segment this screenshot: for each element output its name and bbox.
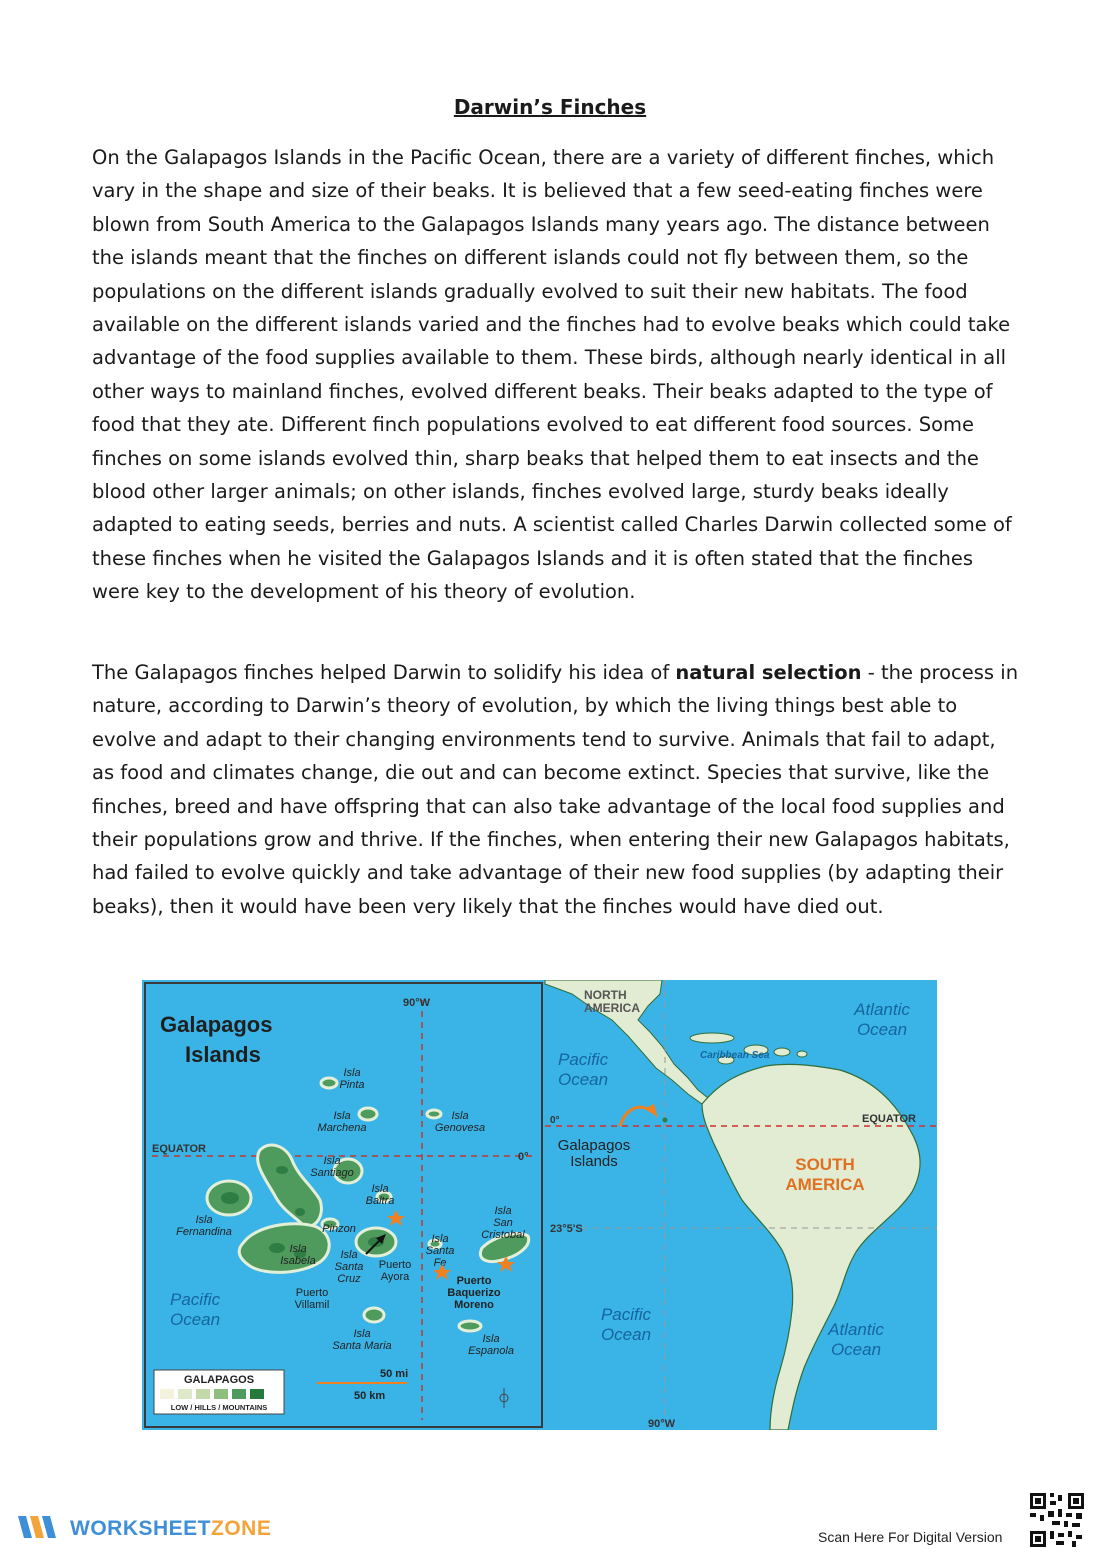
zero-label-left: 0° (518, 1151, 529, 1163)
legend-title: GALAPAGOS (183, 1374, 255, 1386)
galapagos-inset-panel (142, 980, 545, 1430)
label-santiago: Isla Santiago (310, 1155, 354, 1179)
pacific-bottom-label: Pacific Ocean (600, 1305, 652, 1344)
pacific-ocean-left: Pacific Ocean (170, 1290, 221, 1329)
atlantic-top-label: Atlantic Ocean (854, 1000, 910, 1039)
label-marchena: Isla Marchena (317, 1110, 367, 1134)
label-puerto-ayora: Puerto Ayora (378, 1259, 412, 1283)
label-espanola: Isla Espanola (468, 1333, 514, 1357)
latitude-label: 23°5'S (550, 1223, 583, 1235)
label-pinzon: Pinzon (322, 1223, 356, 1235)
galapagos-dot (663, 1118, 668, 1123)
brand-logo[interactable] (16, 1512, 271, 1546)
label-baltra: Isla Baltra (365, 1183, 395, 1207)
map-title-galapagos: Galapagos (160, 1012, 273, 1037)
meridian-label: 90°W (403, 997, 431, 1009)
scale-mi: 50 mi (380, 1368, 409, 1380)
north-america-label: NORTH AMERICA (584, 988, 640, 1015)
paragraph-1: On the Galapagos Islands in the Pacific Ocean, there are a variety of different finches, which vary in the shape and size of their beaks. It is believed that a few seed-eating finches were blown from South America to the Galapagos Islands many years ago. The distance between the islands meant that the finches on different islands could not fly between them, so the populations on the different islands gradually evolved to suit their new habitats. The food available on the different islands varied and the finches had to evolve beaks which could take advantage of the food supplies available to them. These birds, although nearly identical in all other ways to mainland finches, evolved different beaks. Their beaks adapted to the type of food that they ate. Different finch populations evolved to eat different food sources. Some finches on some islands evolved thin, sharp beaks that helped them to eat insects and the blood other larger animals; on other islands, finches evolved large, sturdy beaks ideally adapted to eating seeds, berries and nuts. A scientist called Charles Darwin collected some of these finches when he visited the Galapagos Islands and it is often stated that the finches were key to the development of his theory of evolution. (92, 146, 1012, 604)
scan-caption: Scan Here For Digital Version (818, 1529, 1003, 1545)
label-puerto-villamil: Puerto Villamil (294, 1287, 330, 1311)
atlantic-bottom-label: Atlantic Ocean (828, 1320, 884, 1359)
qr-code-icon[interactable] (1028, 1491, 1086, 1549)
label-isabela: Isla Isabela (280, 1243, 316, 1267)
worksheetzone-logo-icon (16, 1512, 62, 1546)
paragraph-2 (92, 656, 1022, 923)
continent-panel (545, 980, 937, 1430)
equator-label-right: EQUATOR (862, 1113, 916, 1125)
meridian-label-bottom: 90°W (648, 1418, 676, 1430)
elevation-legend (154, 1370, 284, 1414)
brand-name: WORKSHEETZONE (70, 1517, 272, 1540)
equator-label-left: EQUATOR (152, 1143, 206, 1155)
scale-km: 50 km (354, 1390, 386, 1402)
paragraph-2-start: The Galapagos finches helped Darwin to solidify his idea of (92, 661, 676, 684)
label-san-cristobal: Isla San Cristobal (481, 1205, 525, 1241)
document-title: Darwin’s Finches (453, 95, 647, 119)
pacific-top-label: Pacific Ocean (558, 1050, 609, 1089)
label-puerto-baquerizo: Puerto Baquerizo Moreno (447, 1275, 501, 1311)
legend-caption: LOW / HILLS / MOUNTAINS (170, 1403, 268, 1412)
natural-selection-term: natural selection (675, 661, 862, 684)
label-fernandina: Isla Fernandina (176, 1214, 232, 1238)
map-title-islands: Islands (185, 1042, 261, 1067)
paragraph-2-end: - the process in nature, according to Darwin’s theory of evolution, by which the living things best able to evolve and adapt to their changing environments tend to survive. Animals that fail to adapt, as food and climates change, die out and can become extinct. Species that survive, like the finches, breed and have offspring that can also take advantage of the local food supplies and their populations grow and thrive. If the finches, when entering their new Galapagos habitats, had failed to evolve quickly and take advantage of their new food supplies (by adapting their beaks), then it would have been very likely that the finches would have died out. (92, 661, 1019, 918)
label-genovesa: Isla Genovesa (434, 1110, 486, 1134)
zero-label-right: 0° (550, 1115, 560, 1126)
galapagos-islands-label: Galapagos Islands (557, 1137, 631, 1170)
south-america-label: SOUTH AMERICA (785, 1155, 865, 1194)
label-santa-cruz: Isla Santa Cruz (334, 1249, 364, 1285)
label-santa-fe: Isla Santa Fe (425, 1233, 455, 1269)
label-santa-maria: Isla Santa Maria (332, 1328, 392, 1352)
label-pinta: Isla Pinta (339, 1067, 365, 1091)
galapagos-map (142, 980, 937, 1430)
caribbean-label: Caribbean Sea (700, 1050, 770, 1061)
